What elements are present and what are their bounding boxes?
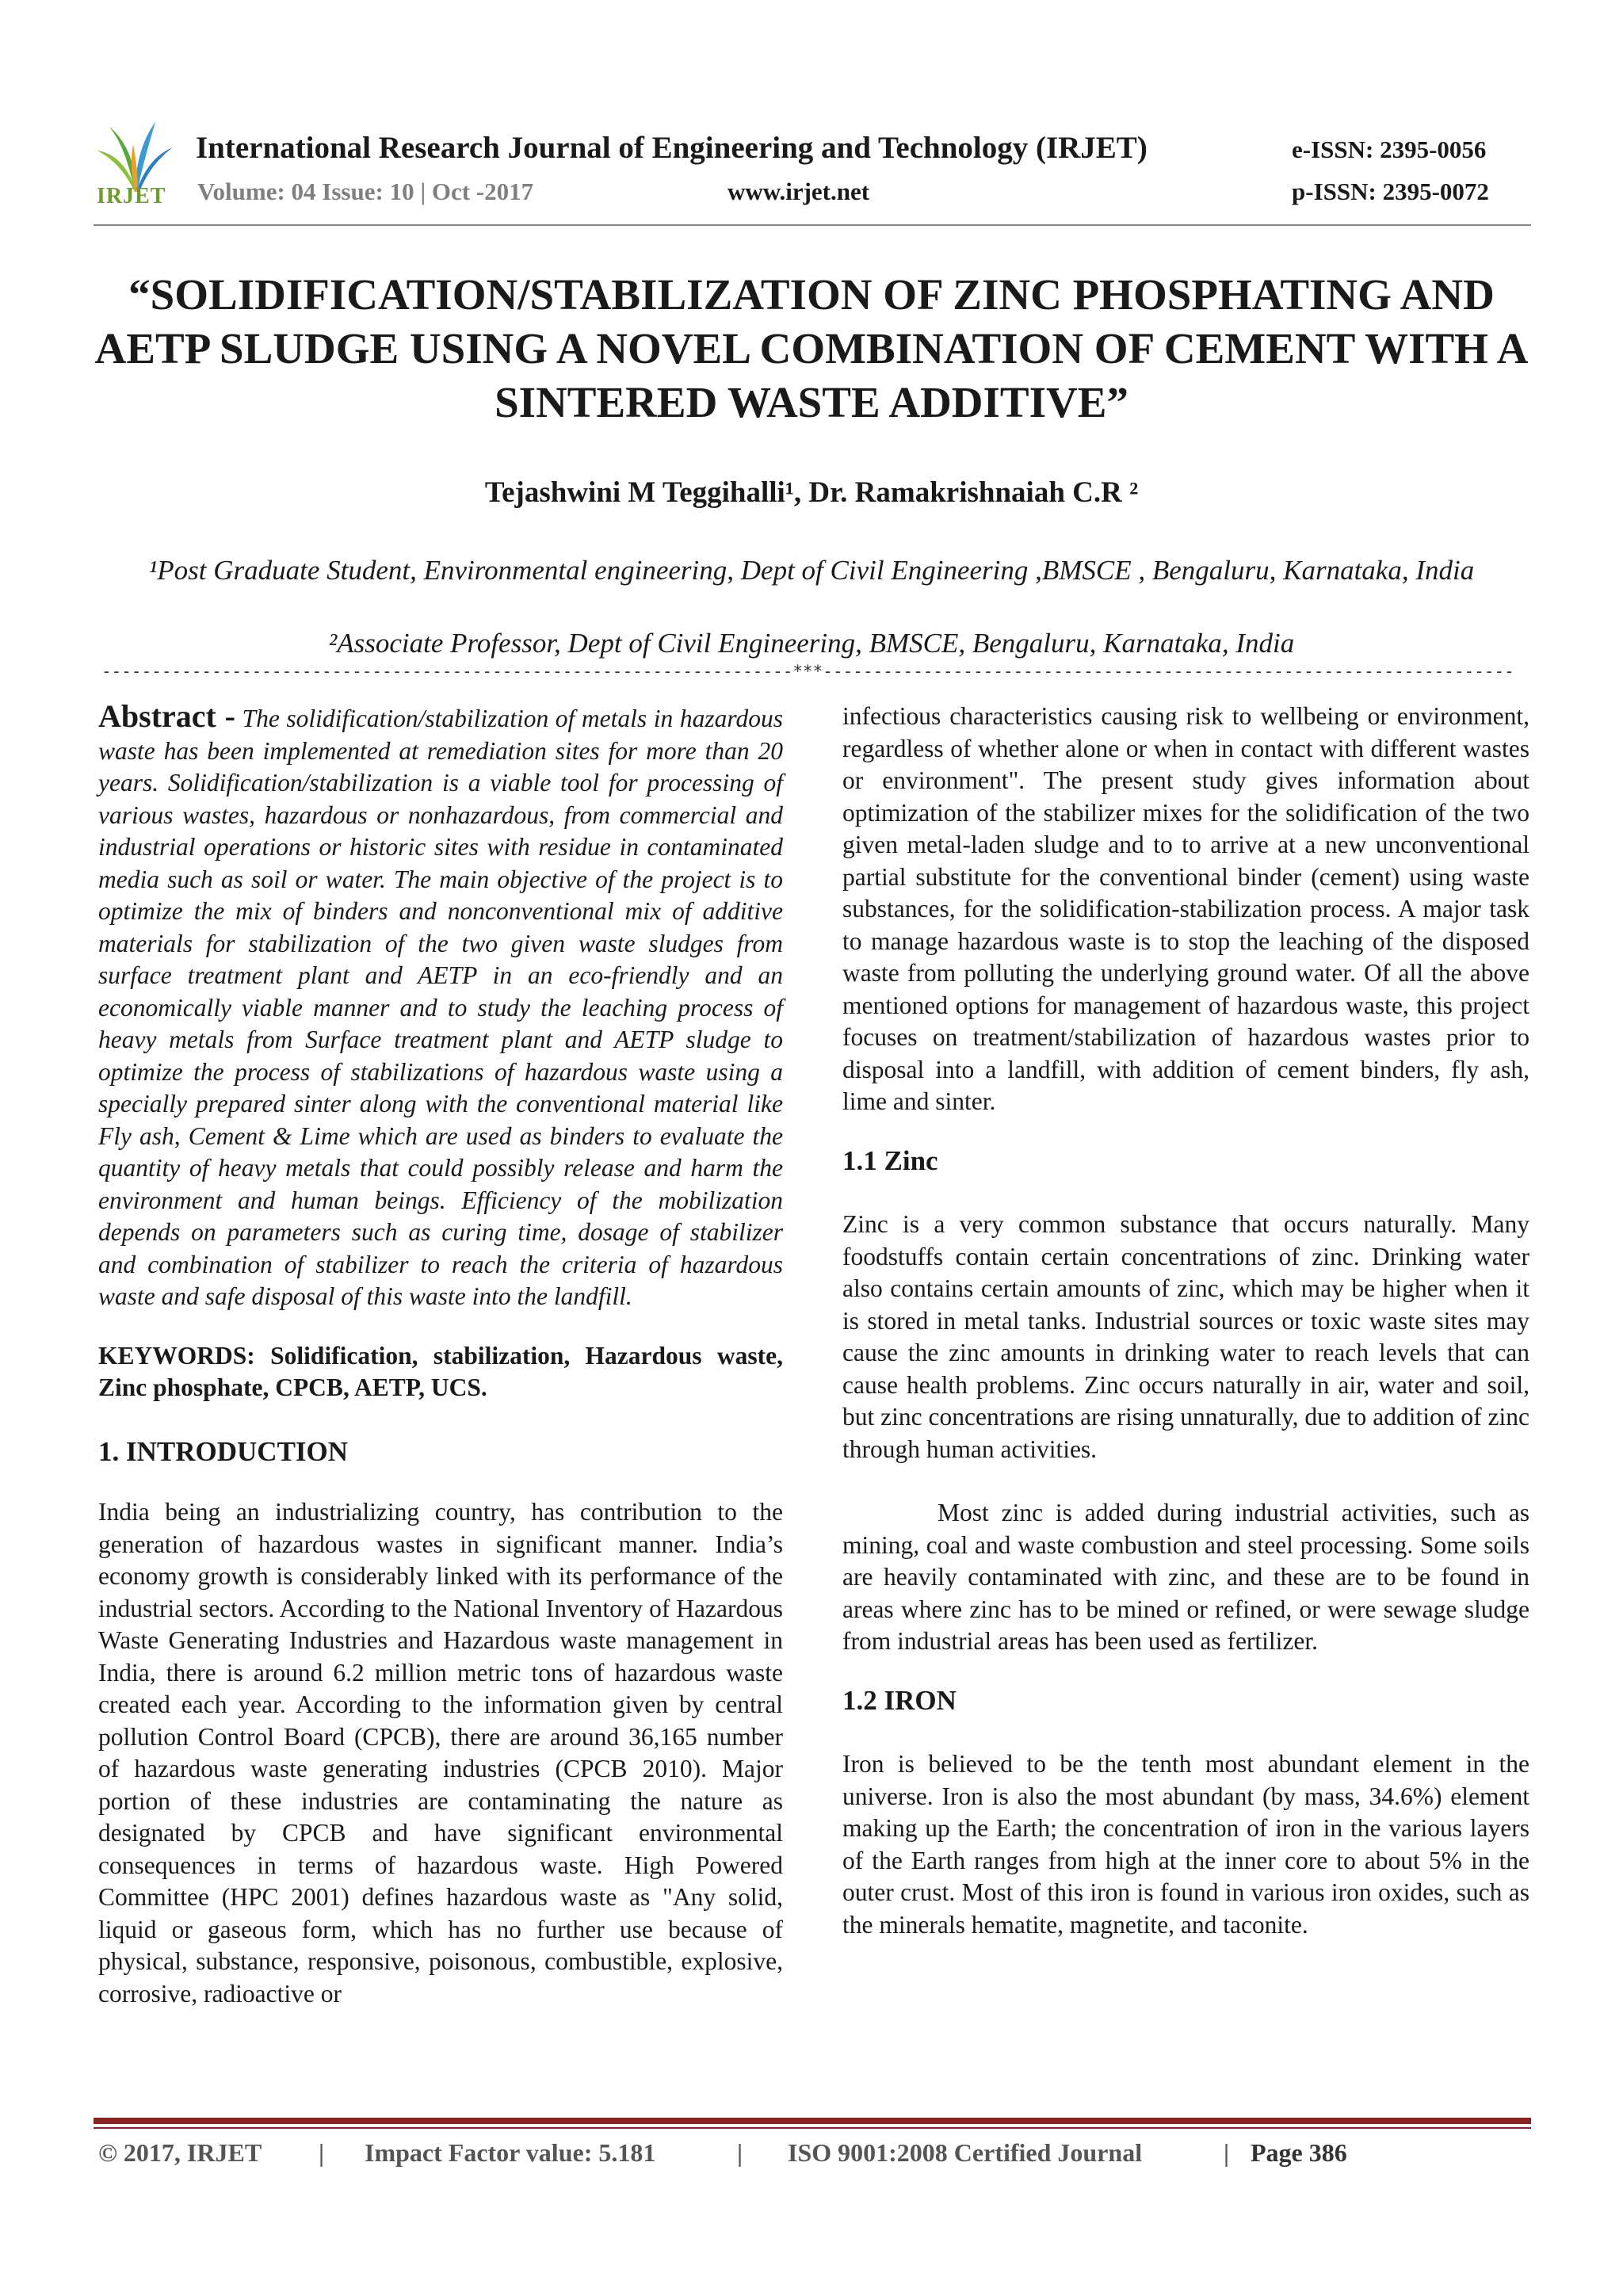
pissn: p-ISSN: 2395-0072 [1292,178,1489,205]
journal-name: International Research Journal of Engineering and Technology (IRJET) [196,131,1148,165]
iron-heading: 1.2 IRON [842,1684,957,1716]
eissn: e-ISSN: 2395-0056 [1292,136,1487,163]
footer-separator: | [319,2138,325,2167]
page-number: Page 386 [1251,2138,1347,2167]
abstract [98,698,784,1313]
keywords: KEYWORDS: Solidification, stabilization, Hazardous waste, Zinc phosphate, CPCB, AETP, UCS. [98,1341,783,1401]
affiliation-1: ¹Post Graduate Student, Environmental engineering, Dept of Civil Engineering ,BMSCE , Bengaluru, Karnataka, India [148,555,1475,586]
journal-website[interactable]: www.irjet.net [727,178,870,205]
abstract-heading: Abstract - [98,698,235,734]
left-column [98,698,784,2010]
volume-issue: Volume: 04 Issue: 10 | Oct -2017 [197,178,534,205]
zinc-paragraph-2: Most zinc is added during industrial activities, such as mining, coal and waste combustion and steel processing. Some soils are heavily contaminated with zinc, and these are to be found in areas where zinc has to be mined or refined, or were sewage sludge from industrial areas has been used as fertilizer. [842,1499,1529,1655]
zinc-heading: 1.1 Zinc [842,1144,938,1176]
footer-separator: | [1224,2138,1230,2167]
footer-copyright: © 2017, IRJET [98,2138,262,2167]
authors: Tejashwini M Teggihalli¹, Dr. Ramakrishnaiah C.R ² [484,476,1139,509]
logo-text: IRJET [97,184,166,208]
zinc-paragraph-1: Zinc is a very common substance that occurs naturally. Many foodstuffs contain certain concentrations of zinc. Drinking water also contains certain amounts of zinc, which may be higher when it is stored in metal tanks. Industrial sources or toxic waste sites may cause the zinc amounts in drinking water to reach levels that can cause health problems. Zinc occurs naturally in air, water and soil, but zinc concentrations are rising unnaturally, due to addition of zinc through human activities. [842,1210,1529,1463]
footer-separator: | [737,2138,743,2167]
introduction-heading: 1. INTRODUCTION [98,1435,349,1467]
iron-paragraph: Iron is believed to be the tenth most abundant element in the universe. Iron is also the most abundant (by mass, 34.6%) element making up the Earth; the concentration of iron in the various layers of the Earth ranges from high at the inner core to about 5% in the outer crust. Most of this iron is found in various iron oxides, such as the minerals hematite, magnetite, and taconite. [842,1750,1529,1939]
right-column [842,701,1529,1941]
footer-divider [94,2118,1531,2124]
abstract-text: The solidification/stabilization of metals in hazardous waste has been implemented at remediation sites for more than 20 years. Solidification/stabilization is a viable tool for processing of various wastes, hazardous or nonhazardous, from commercial and industrial operations or historic sites with residue in contaminated media such as soil or water. The main objective of the project is to optimize the mix of binders and nonconventional mix of additive materials for stabilization of the two given waste sludges from surface treatment plant and AETP in an eco-friendly and an economically viable manner and to study the leaching process of heavy metals from Surface treatment plant and AETP sludge to optimize the process of stabilizations of hazardous waste using a specially prepared sinter along with the conventional material like Fly ash, Cement & Lime which are used as binders to evaluate the quantity of heavy metals that could possibly release and harm the environment and human beings. Efficiency of the mobilization depends on parameters such as curing time, dosage of stabilizer and combination of stabilizer to reach the criteria of hazardous waste and safe disposal of this waste into the landfill. [98,705,784,1310]
introduction-text: India being an industrializing country, has contribution to the generation of hazardous wastes in significant manner. India’s economy growth is considerably linked with its performance of the industrial sectors. According to the National Inventory of Hazardous Waste Generating Industries and Hazardous waste management in India, there is around 6.2 million metric tons of hazardous waste created each year. According to the information given by central pollution Control Board (CPCB), there are around 36,165 number of hazardous waste generating industries (CPCB 2010). Major portion of these industries are contaminating the nature as designated by CPCB and have significant environmental consequences in terms of hazardous waste. High Powered Committee (HPC 2001) defines hazardous waste as "Any solid, liquid or gaseous form, which has no further use because of physical, substance, responsive, poisonous, combustible, explosive, corrosive, radioactive or [98,1498,783,2008]
footer-impact-factor: Impact Factor value: 5.181 [365,2138,656,2167]
introduction-continued: infectious characteristics causing risk to wellbeing or environment, regardless of whether alone or when in contact with different wastes or environment". The present study gives information about optimization of the stabilizer mixes for the solidification of the two given metal-laden sludge and to to arrive at a new unconventional partial substitute for the conventional binder (cement) using waste substances, for the solidification-stabilization process. A major task to manage hazardous waste is to stop the leaching of the disposed waste from polluting the underlying ground water. Of all the above mentioned options for management of hazardous waste, this project focuses on treatment/stabilization of hazardous wastes prior to disposal into a landfill, with addition of cement binders, fly ash, lime and sinter. [842,702,1529,1115]
footer-divider-thin [94,2127,1531,2129]
affiliation-2: ²Associate Professor, Dept of Civil Engineering, BMSCE, Bengaluru, Karnataka, India [328,628,1295,659]
separator-line: ---------------------------------------------------------------------***--------------------------------------------------------------------- [101,662,1514,681]
footer-iso: ISO 9001:2008 Certified Journal [788,2138,1143,2167]
paper-title: “SOLIDIFICATION/STABILIZATION OF ZINC PHOSPHATING AND AETP SLUDGE USING A NOVEL COMBINATION OF CEMENT WITH A SINTERED WASTE ADDITIVE” [94,270,1529,426]
header-divider [94,224,1531,226]
